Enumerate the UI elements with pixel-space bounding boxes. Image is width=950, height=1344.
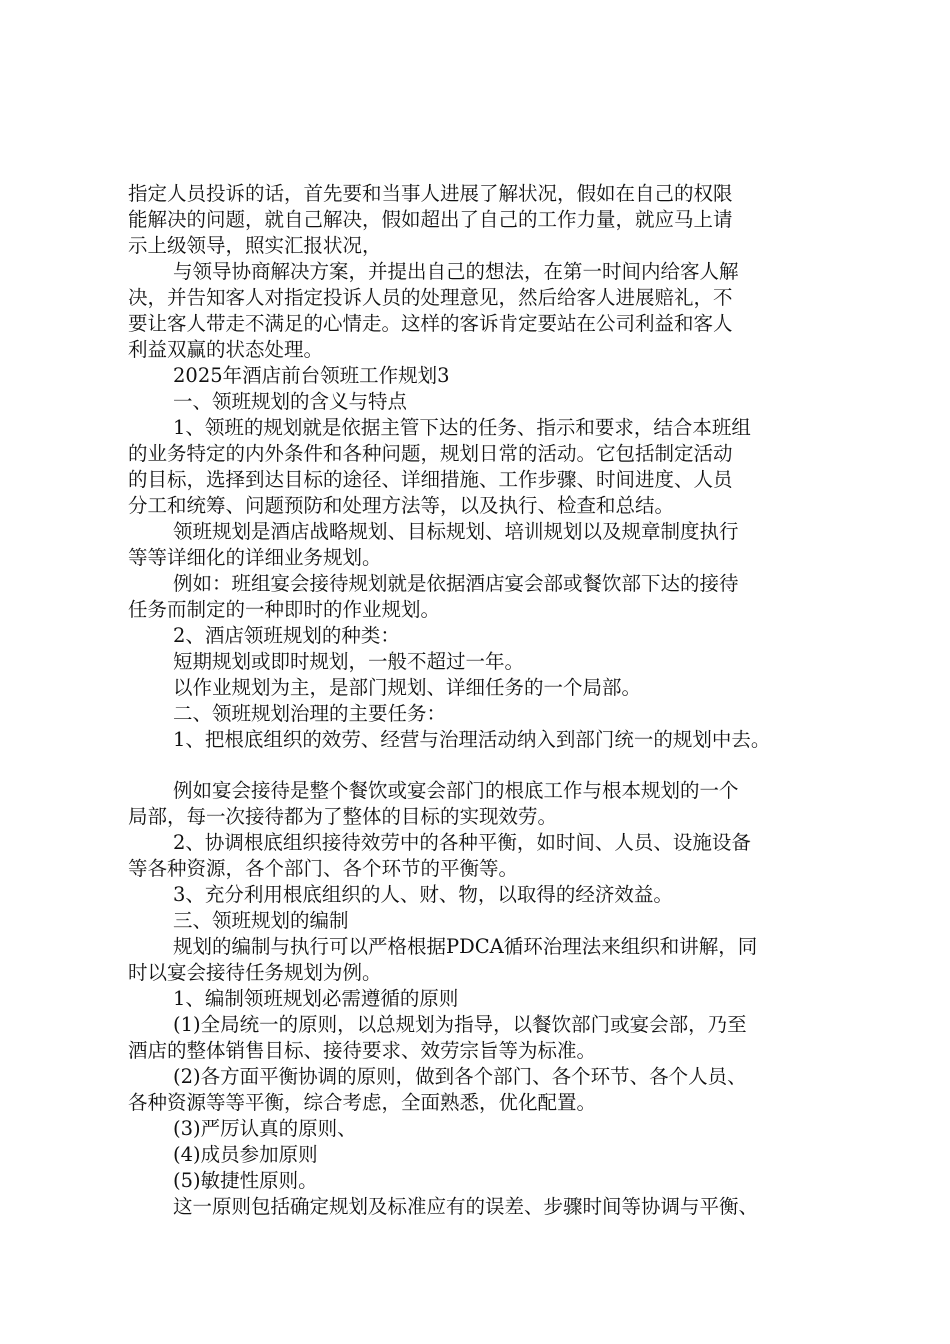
- text-line: 利益双赢的状态处理。: [128, 338, 324, 361]
- text-line: 指定人员投诉的话，首先要和当事人进展了解状况，假如在自己的权限: [128, 182, 733, 205]
- text-line: 一、领班规划的含义与特点: [173, 390, 408, 413]
- text-line: 3、充分利用根底组织的人、财、物，以取得的经济效益。: [173, 883, 673, 906]
- text-line: 1、把根底组织的效劳、经营与治理活动纳入到部门统一的规划中去。: [173, 728, 771, 751]
- text-line: 1、编制领班规划必需遵循的原则: [173, 987, 459, 1010]
- text-line: (3)严厉认真的原则、: [173, 1117, 357, 1140]
- text-line: 领班规划是酒店战略规划、目标规划、培训规划以及规章制度执行: [173, 520, 739, 543]
- text-line: 局部，每一次接待都为了整体的目标的实现效劳。: [128, 805, 558, 828]
- text-line: 短期规划或即时规划，一般不超过一年。: [173, 650, 525, 673]
- text-line: (5)敏捷性原则。: [173, 1169, 318, 1192]
- document-body: [128, 181, 844, 1220]
- text-line: 2025年酒店前台领班工作规划3: [173, 364, 450, 387]
- paragraph-gap: [128, 753, 844, 778]
- text-line: 示上级领导，照实汇报状况，: [128, 234, 382, 257]
- text-line: 三、领班规划的编制: [173, 909, 349, 932]
- text-line: (4)成员参加原则: [173, 1143, 318, 1166]
- text-line: 能解决的问题，就自己解决，假如超出了自己的工作力量，就应马上请: [128, 208, 733, 231]
- text-line: (1)全局统一的原则，以总规划为指导，以餐饮部门或宴会部，乃至: [173, 1013, 747, 1036]
- text-line: 等等详细化的详细业务规划。: [128, 546, 382, 569]
- text-line: 二、领班规划治理的主要任务：: [173, 702, 447, 725]
- text-line: 这一原则包括确定规划及标准应有的误差、步骤时间等协调与平衡、: [173, 1195, 759, 1218]
- text-line: 1、领班的规划就是依据主管下达的任务、指示和要求，结合本班组: [173, 416, 751, 439]
- text-line: 规划的编制与执行可以严格根据PDCA循环治理法来组织和讲解，同: [173, 935, 758, 958]
- text-line: 以作业规划为主，是部门规划、详细任务的一个局部。: [173, 676, 642, 699]
- text-line: 酒店的整体销售目标、接待要求、效劳宗旨等为标准。: [128, 1039, 597, 1062]
- text-line: 与领导协商解决方案，并提出自己的想法，在第一时间内给客人解: [173, 260, 739, 283]
- text-line: 任务而制定的一种即时的作业规划。: [128, 598, 441, 621]
- text-line: 分工和统筹、问题预防和处理方法等，以及执行、检查和总结。: [128, 494, 675, 517]
- text-line: 2、酒店领班规划的种类：: [173, 624, 400, 647]
- text-line: 要让客人带走不满足的心情走。这样的客诉肯定要站在公司利益和客人: [128, 312, 733, 335]
- text-line: 时以宴会接待任务规划为例。: [128, 961, 382, 984]
- text-line: 2、协调根底组织接待效劳中的各种平衡，如时间、人员、设施设备: [173, 831, 751, 854]
- text-line: 各种资源等等平衡，综合考虑，全面熟悉，优化配置。: [128, 1091, 597, 1114]
- text-line: (2)各方面平衡协调的原则，做到各个部门、各个环节、各个人员、: [173, 1065, 747, 1088]
- text-line: 的业务特定的内外条件和各种问题，规划日常的活动。它包括制定活动: [128, 442, 733, 465]
- text-line: 等各种资源，各个部门、各个环节的平衡等。: [128, 857, 519, 880]
- text-line: 的目标，选择到达目标的途径、详细措施、工作步骤、时间进度、人员: [128, 468, 733, 491]
- text-line: 例如宴会接待是整个餐饮或宴会部门的根底工作与根本规划的一个: [173, 779, 739, 802]
- text-line: 决，并告知客人对指定投诉人员的处理意见，然后给客人进展赔礼，不: [128, 286, 733, 309]
- text-line: 例如：班组宴会接待规划就是依据酒店宴会部或餐饮部下达的接待: [173, 572, 739, 595]
